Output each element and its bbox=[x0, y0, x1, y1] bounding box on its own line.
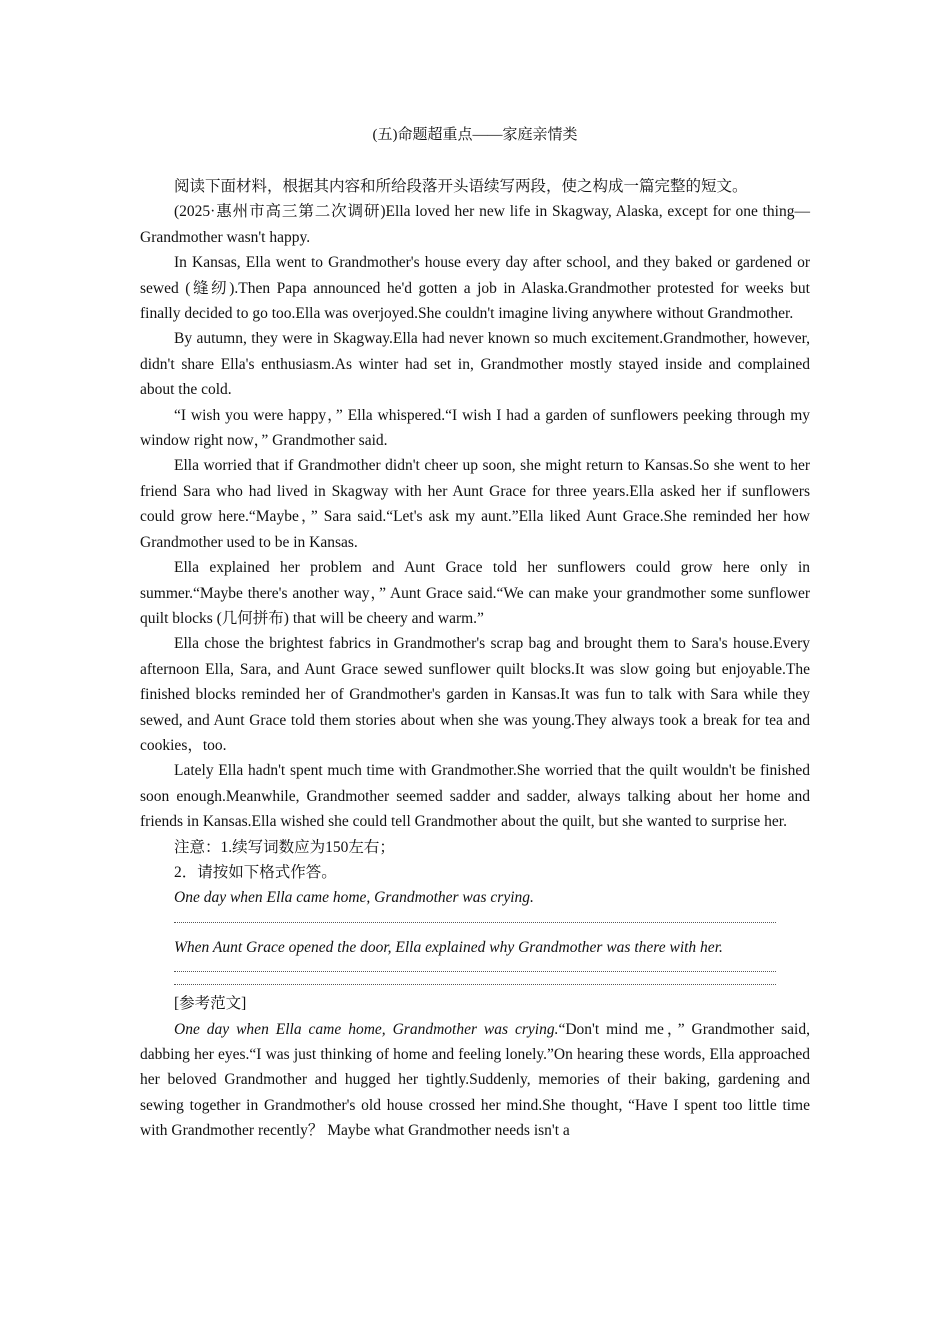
reference-paragraph bbox=[140, 1017, 810, 1144]
paragraph-1: (2025·惠州市高三第二次调研)Ella loved her new life in Skagway, Alaska, except for one thing—Grandmother wasn't happy. bbox=[140, 203, 810, 246]
document-body bbox=[140, 174, 810, 1144]
paragraph-2: In Kansas, Ella went to Grandmother's house every day after school, and they baked or gardened or sewed (缝纫).Then Papa announced he'd gotten a job in Alaska.Grandmother protested for weeks but finally decided to go too.Ella was overjoyed.She couldn't imagine living anywhere without Grandmother. bbox=[140, 254, 810, 323]
reference-start: One day when Ella came home, Grandmother was crying. bbox=[174, 1020, 559, 1038]
reference-text: “Don't mind me，” Grandmother said, dabbing her eyes.“I was just thinking of home and feeling lonely.”On hearing these words, Ella approached her beloved Grandmother and hugged her tightly.Suddenly, memories of their baking, gardening and sewing together in Grandmother's old house crossed her mind.She thought, “Have I spent too little time with Grandmother recently？ Maybe what Grandmother needs isn't a bbox=[140, 1020, 810, 1140]
paragraph-6: Ella explained her problem and Aunt Grace told her sunflowers could grow here only in summer.“Maybe there's another way，” Aunt Grace said.“We can make your grandmother some sunflower quilt blocks (几何拼布) that will be cheery and warm.” bbox=[140, 559, 810, 627]
paragraph-7: Ella chose the brightest fabrics in Grandmother's scrap bag and brought them to Sara's house.Every afternoon Ella, Sara, and Aunt Grace sewed sunflower quilt blocks.It was slow going but enjoyable.The finished blocks reminded her of Grandmother's garden in Kansas.It was fun to talk with Sara while they sewed, and Aunt Grace told them stories about when she was young.They always took a break for tea and cookies，too. bbox=[140, 635, 810, 754]
note-2: 2．请按如下格式作答。 bbox=[174, 863, 337, 881]
page-title: (五)命题超重点——家庭亲情类 bbox=[372, 127, 578, 143]
note-1: 注意：1.续写词数应为150左右； bbox=[174, 838, 395, 856]
paragraph-4: “I wish you were happy，” Ella whispered.“I wish I had a garden of sunflowers peeking through my window right now，” Grandmother said. bbox=[140, 406, 810, 450]
instruction-text: 阅读下面材料，根据其内容和所给段落开头语续写两段，使之构成一篇完整的短文。 bbox=[174, 178, 748, 195]
continuation-start-2: When Aunt Grace opened the door, Ella explained why Grandmother was there with her. bbox=[174, 938, 723, 956]
reference-label: [参考范文] bbox=[174, 995, 247, 1013]
paragraph-3: By autumn, they were in Skagway.Ella had never known so much excitement.Grandmother, however, didn't share Ella's enthusiasm.As winter had set in, Grandmother mostly stayed inside and complained about the cold. bbox=[140, 330, 810, 399]
paragraph-5: Ella worried that if Grandmother didn't cheer up soon, she might return to Kansas.So she went to her friend Sara who had lived in Skagway with her Aunt Grace for three years.Ella asked her if sunflowers could grow here.“Maybe，” Sara said.“Let's ask my aunt.”Ella liked Aunt Grace.She reminded her how Grandmother used to be in Kansas. bbox=[140, 457, 810, 551]
answer-line-1 bbox=[174, 922, 776, 923]
paragraph-8: Lately Ella hadn't spent much time with Grandmother.She worried that the quilt wouldn't be finished soon enough.Meanwhile, Grandmother seemed sadder and sadder, always talking about her home and friends in Kansas.Ella wished she could tell Grandmother about the quilt, but she wanted to surprise her. bbox=[140, 762, 810, 831]
answer-line-3 bbox=[174, 984, 776, 985]
continuation-start-1: One day when Ella came home, Grandmother was crying. bbox=[174, 889, 534, 907]
answer-line-2 bbox=[174, 971, 776, 972]
